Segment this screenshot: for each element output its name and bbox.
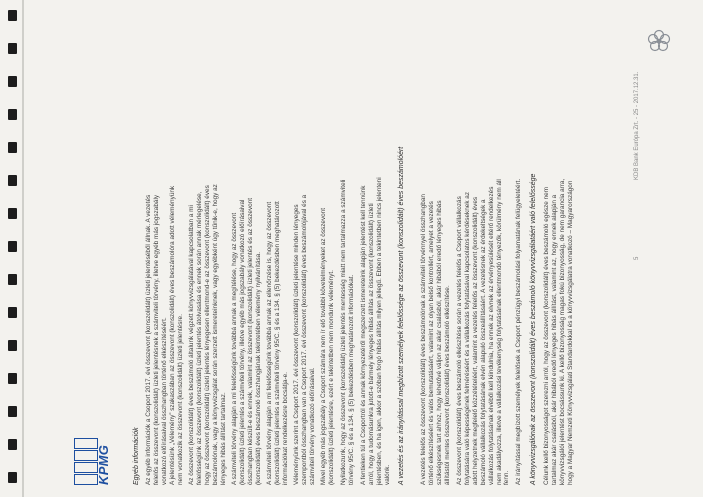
logo-box bbox=[74, 438, 98, 449]
binding-hole bbox=[8, 274, 17, 285]
paragraph: A fentieken túl a Csoportról és annak környezetéről megszerzett ismereteink alapján jelentést kell tennünk arról, hogy a tudomásunkra jutott-e bármely lényeges hibás állítás az összevont (konszolidált) üzleti jelentésben, és ha igen, akkor a szóban forgó hibás állítás milyen jellegű. Ebben a tekintetben nincs jelenteni valónk. bbox=[360, 177, 391, 485]
paragraph: A vezetés felelős az összevont (konszolidált) éves beszámolónak a számviteli törvénnyel összhangban történő elkészítéséért és valós bemutatásáért, valamint az olyan belső kontrollért, amelyet a vezetés szükségesnek tart ahhoz, hogy lehetővé váljon az akár csalásból, akár hibából eredő lényeges hibás állítástól mentes összevont (konszolidált) éves beszámoló elkészítése. bbox=[420, 194, 451, 485]
page-number: 5 bbox=[634, 256, 640, 260]
binding-hole bbox=[8, 340, 17, 351]
binding-hole bbox=[8, 208, 17, 219]
kpmg-logo bbox=[70, 365, 118, 485]
paragraph: Mivel egyéb más jogszabály a Csoport számára nem ír elő további követelményeket az összevont (konszolidált) üzleti jelentésre, ezért e tekintetben nem mondunk véleményt. bbox=[320, 207, 335, 485]
paragraph: A számviteli törvény alapján a mi felelősségünk továbbá annak az ellenőrzése is, hogy az összevont (konszolidált) üzleti jelentés a számviteli törvény 95/C. § és a 134. § (5) bekezdésben meghatározott információkat rendelkezésre bocsátja-e. bbox=[266, 201, 289, 485]
paragraph: Az egyéb információk a Csoport 2017. évi összevont (konszolidált) üzleti jelentéséből állnak. A vezetés felelős az összevont (konszolidált) üzleti jelentésnek a számviteli törvény, illetve egyéb más jogszabály vonatkozó előírásaival összhangban történő elkészítéséért. A jelentésünk „Vélemény” szakaszában az összevont (konszolidált) éves beszámolóra adott véleményünk nem vonatkozik az összevont (konszolidált) üzleti jelentésre. bbox=[145, 185, 184, 485]
paragraph: Az összevont (konszolidált) éves beszámoló általunk végzett könyvvizsgálatával kapcsolatban a mi felelősségünk az összevont (konszolidált) üzleti jelentés átolvasása és ennek során annak mérlegelése, hogy az összevont (konszolidált) üzleti jelentés lényegesen ellentmond-e az összevont (konszolidált) éves beszámolónak, vagy a könyvvizsgálat során szerzett ismereteinknek, vagy egyébként úgy tűnik-e, hogy az lényeges hibás állítást tartalmaz. bbox=[188, 184, 227, 485]
binding-hole bbox=[8, 43, 17, 54]
binding-hole bbox=[8, 241, 17, 252]
binding-hole bbox=[8, 472, 17, 483]
logo-wordmark: KPMG bbox=[96, 444, 111, 485]
logo-box bbox=[74, 450, 98, 461]
paragraph: Nyilatkozunk, hogy az összevont (konszolidált) üzleti jelentés mentesség miatt nem tartalmazza a számviteli törvény 95/C. § és a 134. § (5) bekezdésben meghatározott információkat. bbox=[340, 179, 355, 485]
section-heading-other-information: Egyéb információk bbox=[133, 427, 140, 485]
section-heading-management-responsibility: A vezetés és az irányítással megbízott személyek felelőssége az összevont (konszolidált) éves beszámolóért bbox=[398, 146, 405, 485]
paragraph: Az összevont (konszolidált) éves beszámoló elkészítése során a vezetés felelős a Csoport vállalkozás folytatására való képességének felméréséért és a vállalkozás folytatásával kapcsolatos kérdéseknek az adott helyzetnek megfelelő közzétételéért, valamint a vezetés felelős az összevont (konszolidált) éves beszámoló vállalkozás folytatásának elvén alapuló összeállításáért. A vezetésnek az érdekeltségek a vállalkozás folytatásának elvéből kell kiindulnia, ha ennek az elvnek az érvényesülését eltérő rendelkezés nem akadályozza, illetve a vállalkozási tevékenység folytatásának ellentmondó tényezők, körülmény nem áll fenn. bbox=[456, 179, 511, 485]
binding-hole bbox=[8, 142, 17, 153]
logo-box bbox=[74, 462, 98, 473]
logo-box bbox=[74, 474, 98, 485]
binding-hole bbox=[8, 109, 17, 120]
footer-company-code: KDB Bank Európa Zrt. - 25 - 2017.12.31. bbox=[634, 71, 640, 180]
binding-hole bbox=[8, 175, 17, 186]
paragraph: Véleményünk szerint a Csoport 2017. évi összevont (konszolidált) üzleti jelentése minden lényeges szempontból összhangban van a Csoport 2017. évi összevont (konszolidált) éves beszámolójával és a számviteli törvény vonatkozó előírásaival. bbox=[293, 194, 316, 485]
paragraph: Célunk kellő bizonyosságot szerezni arról, hogy az összevont (konszolidált) éves beszámoló egésze nem tartalmaz akár csalásból, akár hibából eredő lényeges hibás állítást, valamint az, hogy ennek alapján a könyvvizsgálói jelentést bocsássunk ki. A kellő bizonyosság magas fokú bizonyosság, de nem garancia arra, hogy a Magyar Nemzeti Könyvvizsgálati Standardokkal és a könyvvizsgálatra vonatkozó – Magyarországon bbox=[543, 178, 574, 485]
paragraph: Az irányítással megbízott személyek felelősek a Csoport pénzügyi beszámolási folyamatának felügyeletéért. bbox=[515, 178, 522, 485]
rotated-page-content bbox=[78, 20, 653, 485]
section-heading-auditor-responsibility: A könyvvizsgálónak az összevont (konszolidált) éves beszámoló könyvvizsgálatáért való felelőssége bbox=[530, 173, 537, 485]
binding-hole bbox=[8, 10, 17, 21]
paragraph: A számviteli törvény alapján a mi felelősségünk továbbá annak a megítélése, hogy az összevont (konszolidált) üzleti jelentés a számviteli törvény, illetve egyéb más jogszabály vonatkozó előírásaival összhangban készült-e és ennek, valamint az összevont (konszolidált) üzleti jelentés és az összevont (konszolidált) éves beszámoló összhangjának tekintetében vélemény nyilvánítása. bbox=[231, 197, 262, 485]
binding-hole bbox=[8, 307, 17, 318]
audit-stamp-icon bbox=[645, 28, 673, 56]
binding-edge bbox=[22, 0, 24, 497]
binding-hole bbox=[8, 373, 17, 384]
binding-hole bbox=[8, 76, 17, 87]
binding-hole bbox=[8, 406, 17, 417]
binding-hole bbox=[8, 439, 17, 450]
